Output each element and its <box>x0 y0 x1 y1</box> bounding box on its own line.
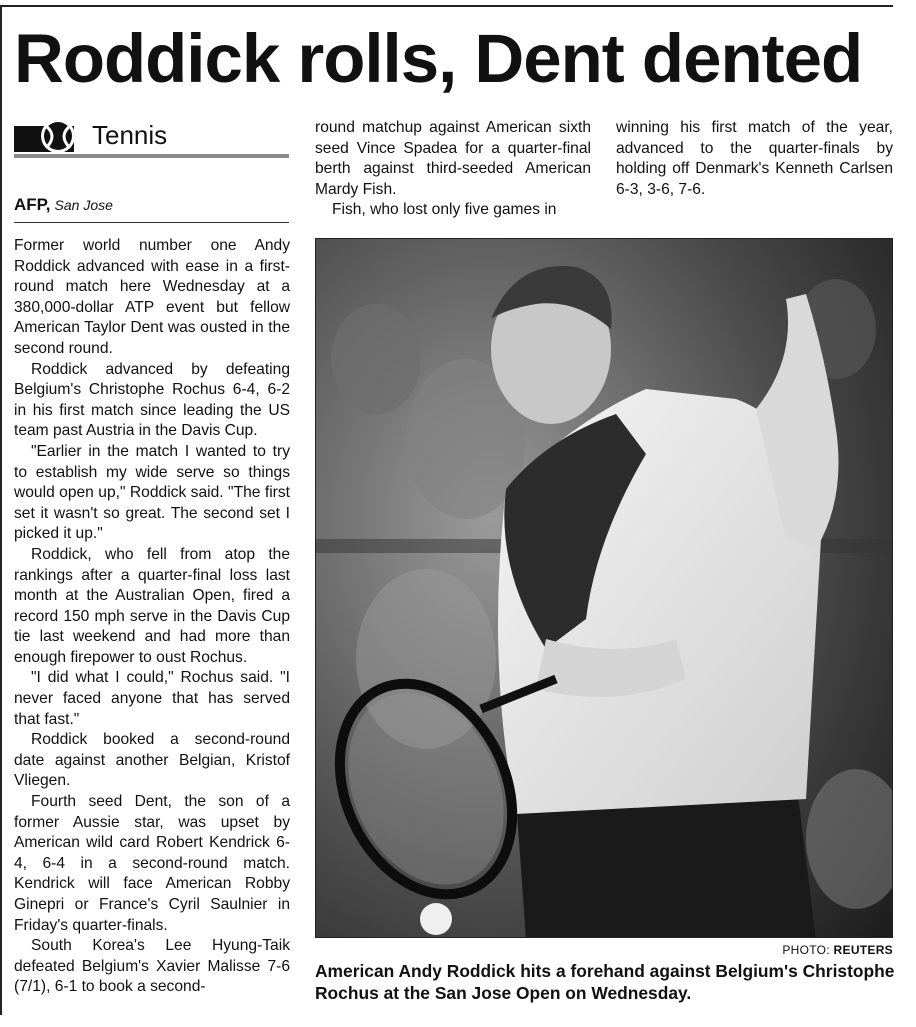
paragraph: "I did what I could," Rochus said. "I never faced anyone that has served that fast." <box>14 669 290 728</box>
byline <box>14 195 113 215</box>
paragraph: Roddick advanced by defeating Belgium's Christophe Rochus 6-4, 6-2 in his first match since leading the US team past Austria in the Davis Cup. <box>14 360 290 440</box>
paragraph: round matchup against American sixth seed Vince Spadea for a quarter-final berth against third-seeded American Mardy Fish. <box>315 119 591 198</box>
top-rule <box>0 5 893 7</box>
paragraph: Fourth seed Dent, the son of a former Aussie star, was upset by American wild card Robert Kendrick 6-4, 6-4 in a second-round match. Kendrick will face American Robby Ginepri or France's Cyril Saulnier in Friday's quarter-finals. <box>14 793 290 934</box>
article-column-1 <box>14 236 290 1011</box>
photo-andy-roddick-forehand <box>315 238 893 938</box>
paragraph: Former world number one Andy Roddick advanced with ease in a first-round match here Wednesday at a 380,000-dollar ATP event but fellow American Taylor Dent was ousted in the second round. <box>14 237 290 357</box>
section-label: Tennis <box>92 120 168 150</box>
article-column-3 <box>616 118 893 218</box>
photo-caption: American Andy Roddick hits a forehand against Belgium's Christophe Rochus at the San Jose Open on Wednesday. <box>315 961 895 1003</box>
byline-place: San Jose <box>54 197 113 213</box>
paragraph: South Korea's Lee Hyung-Taik defeated Belgium's Xavier Malisse 7-6 (7/1), 6-1 to book a second- <box>14 937 290 996</box>
photo-credit-source: REUTERS <box>833 943 893 957</box>
photo-credit-prefix: PHOTO: <box>782 943 830 957</box>
section-tag <box>14 116 289 160</box>
photo-credit <box>640 943 893 957</box>
paragraph: "Earlier in the match I wanted to try to establish my wide serve so things would open up," Roddick said. "The first set it wasn't so great. The second set I picked it up." <box>14 442 290 543</box>
paragraph: Roddick, who fell from atop the rankings after a quarter-final loss last month at the Australian Open, fired a record 150 mph serve in the Davis Cup tie last weekend and had more than enough firepower to oust Rochus. <box>14 545 290 666</box>
paragraph: winning his first match of the year, advanced to the quarter-finals by holding off Denmark's Kenneth Carlsen 6-3, 3-6, 7-6. <box>616 119 893 198</box>
paragraph: Roddick booked a second-round date against another Belgian, Kristof Vliegen. <box>14 731 290 790</box>
byline-rule <box>14 222 289 223</box>
left-rule <box>0 5 2 1015</box>
byline-agency: AFP, <box>14 195 51 214</box>
section-underline <box>14 154 289 158</box>
article-column-2 <box>315 118 591 218</box>
headline: Roddick rolls, Dent dented <box>14 20 863 97</box>
paragraph: Fish, who lost only five games in <box>332 201 557 218</box>
tennis-ball-icon <box>14 118 86 154</box>
